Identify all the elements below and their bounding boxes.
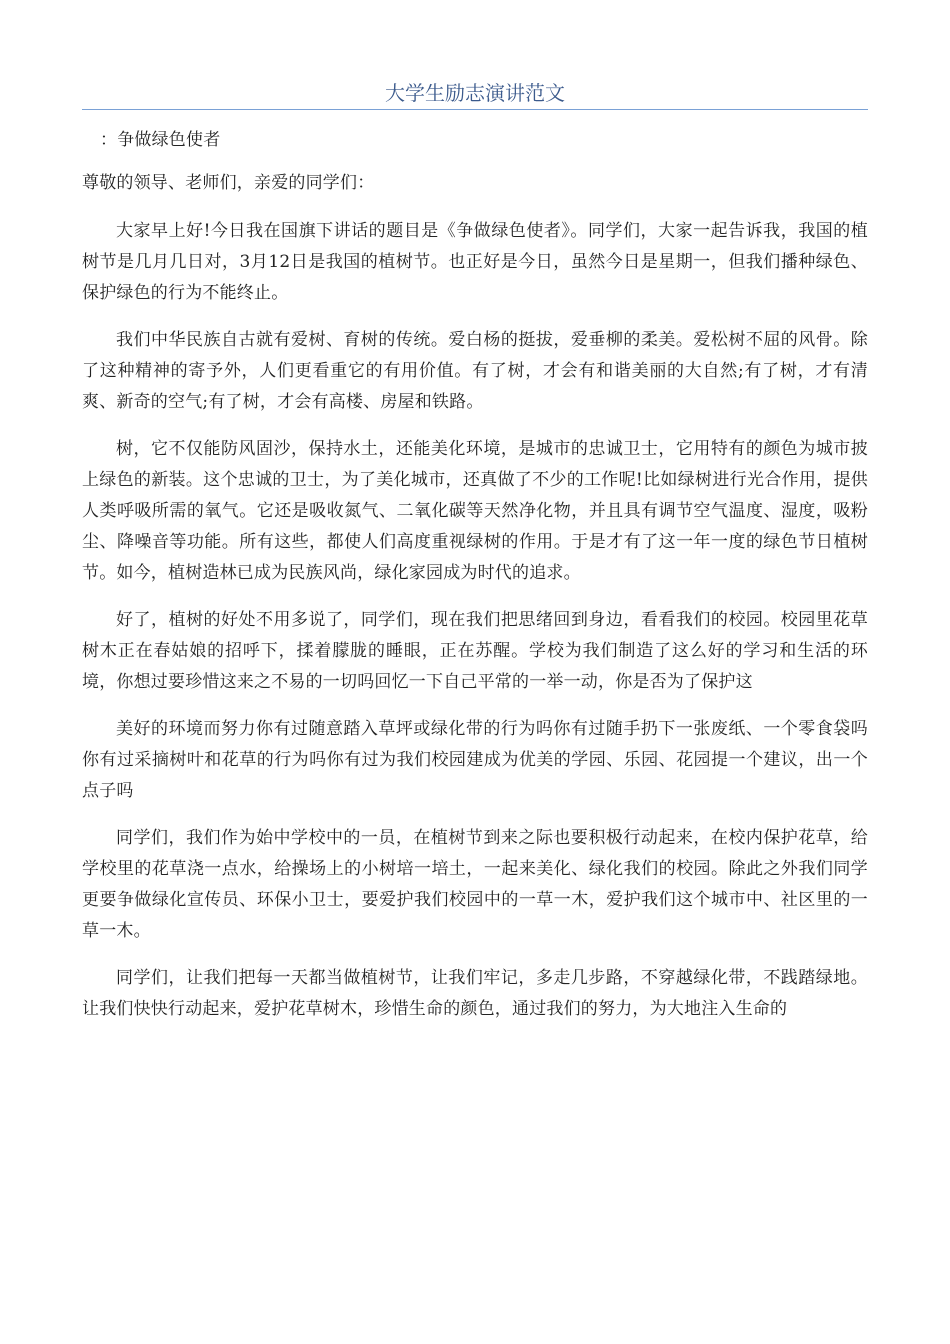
paragraph-2: 我们中华民族自古就有爱树、育树的传统。爱白杨的挺拔，爱垂柳的柔美。爱松树不屈的风骨。除了这种精神的寄予外，人们更看重它的有用价值。有了树，才会有和谐美丽的大自然;有了树，才有清爽、新奇的空气;有了树，才会有高楼、房屋和铁路。 — [82, 330, 868, 412]
paragraph-1: 大家早上好!今日我在国旗下讲话的题目是《争做绿色使者》。同学们，大家一起告诉我，我国的植树节是几月几日对，3月12日是我国的植树节。也正好是今日，虽然今日是星期一，但我们播种绿色、保护绿色的行为不能终止。 — [82, 221, 868, 303]
paragraph-6: 同学们，我们作为始中学校中的一员，在植树节到来之际也要积极行动起来，在校内保护花草，给学校里的花草浇一点水，给操场上的小树培一培土，一起来美化、绿化我们的校园。除此之外我们同学更要争做绿化宣传员、环保小卫士，要爱护我们校园中的一草一木，爱护我们这个城市中、社区里的一草一木。 — [82, 828, 868, 941]
paragraph-7: 同学们，让我们把每一天都当做植树节，让我们牢记，多走几步路，不穿越绿化带，不践踏绿地。让我们快快行动起来，爱护花草树木，珍惜生命的颜色，通过我们的努力，为大地注入生命的 — [82, 968, 868, 1019]
page-header-title: 大学生励志演讲范文 — [385, 81, 565, 105]
header-divider — [82, 109, 868, 110]
salutation: 尊敬的领导、老师们，亲爱的同学们： — [82, 173, 375, 193]
document-body — [82, 125, 868, 1025]
paragraph-4: 好了，植树的好处不用多说了，同学们，现在我们把思绪回到身边，看看我们的校园。校园里花草树木正在春姑娘的招呼下，揉着朦胧的睡眼，正在苏醒。学校为我们制造了这么好的学习和生活的环境，你想过要珍惜这来之不易的一切吗回忆一下自己平常的一举一动，你是否为了保护这 — [82, 610, 868, 692]
paragraph-3: 树，它不仅能防风固沙，保持水土，还能美化环境，是城市的忠诚卫士，它用特有的颜色为城市披上绿色的新装。这个忠诚的卫士，为了美化城市，还真做了不少的工作呢!比如绿树进行光合作用，提供人类呼吸所需的氧气。它还是吸收氮气、二氧化碳等天然净化物，并且具有调节空气温度、湿度，吸粉尘、降噪音等功能。所有这些，都使人们高度重视绿树的作用。于是才有了这一年一度的绿色节日植树节。如今，植树造林已成为民族风尚，绿化家园成为时代的追求。 — [82, 439, 868, 583]
speech-subtitle: ：争做绿色使者 — [100, 130, 221, 150]
paragraph-5: 美好的环境而努力你有过随意踏入草坪或绿化带的行为吗你有过随手扔下一张废纸、一个零食袋吗你有过采摘树叶和花草的行为吗你有过为我们校园建成为优美的学园、乐园、花园提一个建议，出一个点子吗 — [82, 719, 868, 801]
